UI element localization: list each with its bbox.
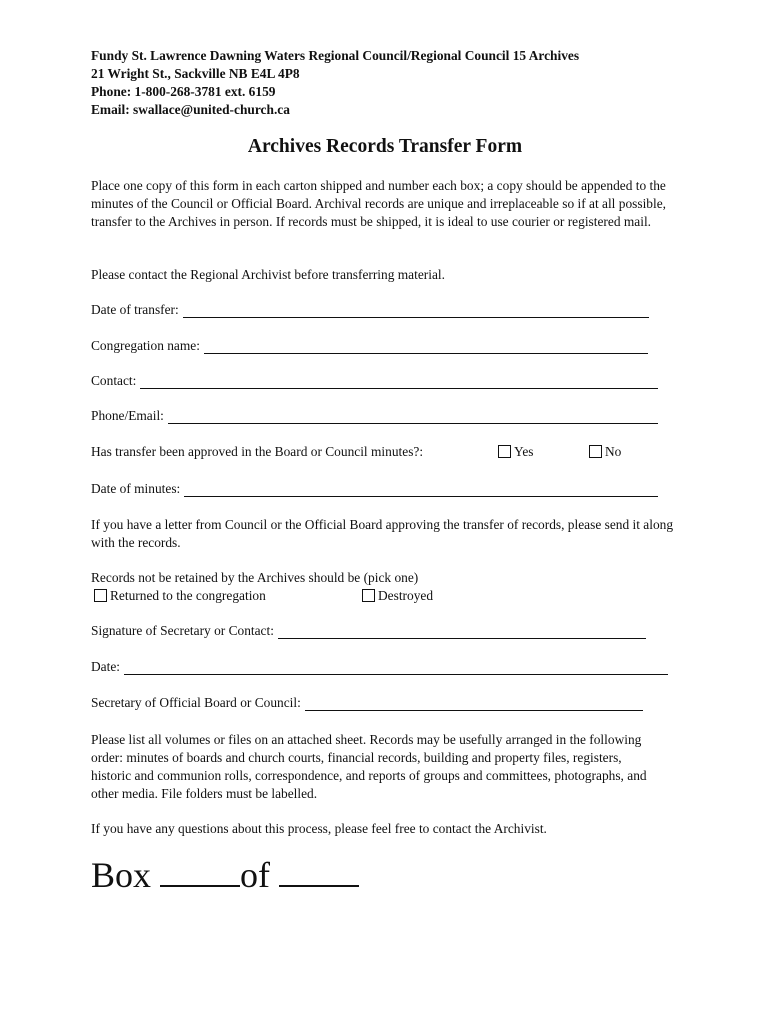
no-checkbox[interactable] — [589, 445, 602, 458]
retained-question: Records not be retained by the Archives should be (pick one) — [91, 570, 419, 585]
contact-row — [91, 373, 658, 389]
returned-option[interactable] — [94, 588, 266, 604]
archives-phone: Phone: 1-800-268-3781 ext. 6159 — [91, 84, 276, 99]
signature-field[interactable] — [278, 626, 646, 639]
congregation-name-row — [91, 338, 648, 354]
phone-email-row — [91, 408, 658, 424]
secretary-row — [91, 695, 643, 711]
secretary-field[interactable] — [305, 698, 643, 711]
yes-checkbox[interactable] — [498, 445, 511, 458]
contact-label: Contact: — [91, 373, 137, 388]
approval-no-option[interactable] — [589, 444, 621, 460]
date-of-minutes-row — [91, 481, 658, 497]
destroyed-option[interactable] — [362, 588, 433, 604]
signature-label: Signature of Secretary or Contact: — [91, 623, 274, 638]
signature-date-row — [91, 659, 668, 675]
congregation-name-label: Congregation name: — [91, 338, 200, 353]
congregation-name-field[interactable] — [204, 341, 648, 354]
questions-note: If you have any questions about this process, please feel free to contact the Archivist. — [91, 821, 547, 836]
returned-checkbox[interactable] — [94, 589, 107, 602]
box-total-field[interactable] — [279, 855, 359, 887]
yes-label: Yes — [514, 444, 534, 459]
approval-yes-option[interactable] — [498, 444, 533, 460]
approval-question: Has transfer been approved in the Board or Council minutes?: — [91, 444, 424, 459]
archives-name: Fundy St. Lawrence Dawning Waters Regional Council/Regional Council 15 Archives — [91, 48, 580, 63]
list-note: Please list all volumes or files on an attached sheet. Records may be usefully arranged in the following order: minutes of boards and church courts, financial records, building and property files, registers, historic and communion rolls, correspondence, and reports of groups and committees, photographs, and other media. File folders must be labelled. — [91, 732, 647, 801]
secretary-label: Secretary of Official Board or Council: — [91, 695, 301, 710]
signature-row — [91, 623, 646, 639]
destroyed-label: Destroyed — [378, 588, 434, 603]
box-word: Box — [91, 855, 161, 895]
form-title: Archives Records Transfer Form — [247, 136, 523, 157]
signature-date-field[interactable] — [124, 662, 668, 675]
contact-field[interactable] — [140, 376, 658, 389]
archives-address: 21 Wright St., Sackville NB E4L 4P8 — [91, 66, 300, 81]
signature-date-label: Date: — [91, 659, 120, 674]
returned-label: Returned to the congregation — [110, 588, 266, 603]
of-word: of — [240, 855, 280, 895]
archives-email: Email: swallace@united-church.ca — [91, 102, 290, 117]
letter-note: If you have a letter from Council or the Official Board approving the transfer of records, please send it along with the records. — [91, 517, 674, 550]
box-number-field[interactable] — [160, 855, 240, 887]
no-label: No — [605, 444, 622, 459]
date-of-transfer-row — [91, 302, 649, 318]
contact-note: Please contact the Regional Archivist before transferring material. — [91, 267, 445, 282]
intro-paragraph: Place one copy of this form in each carton shipped and number each box; a copy should be appended to the minutes of the Council or Official Board. Archival records are unique and irreplaceable so if at all possible, transfer to the Archives in person. If records must be shipped, it is ideal to use courier or registered mail. — [91, 178, 666, 229]
box-number-line — [91, 854, 359, 896]
phone-email-field[interactable] — [168, 411, 658, 424]
phone-email-label: Phone/Email: — [91, 408, 164, 423]
destroyed-checkbox[interactable] — [362, 589, 375, 602]
date-of-minutes-label: Date of minutes: — [91, 481, 181, 496]
date-of-transfer-field[interactable] — [183, 305, 649, 318]
date-of-transfer-label: Date of transfer: — [91, 302, 179, 317]
date-of-minutes-field[interactable] — [184, 484, 658, 497]
